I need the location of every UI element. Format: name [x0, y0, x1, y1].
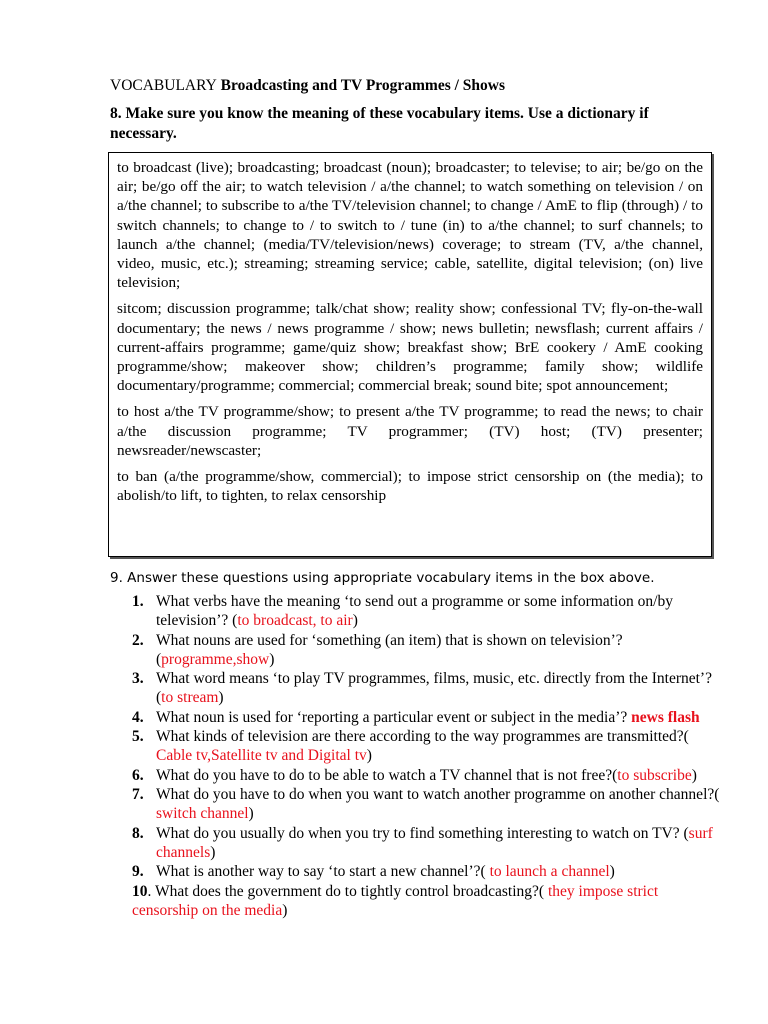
vocabulary-box — [108, 152, 712, 557]
answer-text: to launch a channel — [489, 863, 610, 880]
question-number: 4. — [132, 708, 144, 726]
question-text: What nouns are used for ‘something (an item) that is shown on television’? ( — [156, 631, 623, 668]
question-item — [132, 824, 722, 862]
answer-text: programme,show — [161, 650, 270, 668]
question-number: 1. — [132, 593, 144, 610]
title-rest: Broadcasting and TV Programmes / Shows — [216, 77, 506, 94]
question-item — [132, 669, 722, 707]
answer-text: surf channels — [156, 824, 713, 861]
question-close: ) — [609, 863, 615, 880]
answer-text: switch channel — [156, 805, 249, 822]
question-text: What verbs have the meaning ‘to send out a programme or some information on/by television’? ( — [156, 593, 673, 629]
question-text: What is another way to say ‘to start a new channel’?( — [156, 863, 490, 880]
question-text: . What does the government do to tightly control broadcasting?( — [147, 882, 548, 900]
vocabulary-paragraph-censorship: to ban (a/the programme/show, commercial); to impose strict censorship on (the media); to abolish/to lift, to tighten, to relax censorship — [117, 468, 703, 505]
question-number: 10 — [132, 882, 148, 900]
page-title — [110, 76, 505, 96]
question-close: ) — [218, 689, 224, 706]
question-text: What do you usually do when you try to find something interesting to watch on TV? ( — [156, 824, 689, 842]
question-text: What do you have to do to be able to watch a TV channel that is not free?( — [156, 766, 618, 784]
question-number: 5. — [132, 728, 144, 745]
title-prefix: VOCABULARY — [110, 77, 217, 94]
question-close: ) — [366, 747, 372, 764]
question-close: ) — [352, 612, 358, 629]
question-number: 3. — [132, 670, 144, 687]
answer-text: to subscribe — [617, 766, 692, 784]
section-9-instruction: 9. Answer these questions using appropriate vocabulary items in the box above. — [110, 570, 655, 586]
question-close: ) — [282, 901, 288, 919]
question-item — [132, 862, 722, 881]
question-number: 2. — [132, 631, 144, 649]
section-8-instruction: 8. Make sure you know the meaning of these vocabulary items. Use a dictionary if necessary. — [110, 105, 649, 142]
question-close: ) — [691, 766, 697, 784]
question-text: What word means ‘to play TV programmes, films, music, etc. directly from the Internet’? ( — [156, 670, 712, 706]
question-item — [132, 882, 722, 920]
vocabulary-paragraph-people: to host a/the TV programme/show; to present a/the TV programme; to read the news; to chair a/the discussion programme; TV programmer; (TV) host; (TV) presenter; newsreader/newscaster; — [117, 403, 703, 459]
question-close: ) — [269, 650, 275, 668]
question-close: ) — [210, 843, 216, 861]
question-item — [132, 631, 722, 669]
question-text: What do you have to do when you want to watch another programme on another channel?( — [156, 786, 720, 803]
question-item — [132, 727, 722, 765]
vocabulary-paragraph-programmes: sitcom; discussion programme; talk/chat show; reality show; confessional TV; fly-on-the-wall documentary; the news / news programme / show; news bulletin; newsflash; current affairs / current-affairs programme; game/quiz show; breakfast show; BrE cookery / AmE cooking programme/show; makeover show; children’s programme; family show; wildlife documentary/programme; commercial; commercial break; sound bite; spot announcement; — [117, 300, 703, 395]
answer-text: they impose strict censorship on the media — [132, 882, 659, 919]
answer-text: to broadcast, to air — [237, 612, 353, 629]
question-item — [132, 592, 722, 630]
question-number: 6. — [132, 766, 144, 784]
question-number: 9. — [132, 863, 144, 880]
question-text: What kinds of television are there according to the way programmes are transmitted?( — [156, 728, 689, 745]
question-close: ) — [248, 805, 254, 822]
question-text: What noun is used for ‘reporting a particular event or subject in the media’? — [156, 708, 632, 726]
question-list — [132, 592, 722, 920]
vocabulary-paragraph-broadcasting: to broadcast (live); broadcasting; broadcast (noun); broadcaster; to televise; to air; be/go on the air; be/go off the air; to watch television / a/the channel; to watch something on television / on a/the channel; to subscribe to a/the TV/television channel; to change / AmE to flip (through) / to switch channels; to change to / to switch to / tune (in) to a/the channel; to surf channels; to launch a/the channel; (media/TV/television/news) coverage; to stream (TV, a/the channel, video, music, etc.); streaming; streaming service; cable, satellite, digital television; (on) live television; — [117, 159, 703, 292]
question-item — [132, 785, 722, 823]
answer-text: Cable tv,Satellite tv and Digital tv — [156, 747, 367, 764]
question-item — [132, 766, 722, 785]
answer-text: news flash — [631, 708, 700, 726]
answer-text: to stream — [161, 689, 219, 706]
question-number: 8. — [132, 824, 144, 842]
question-item — [132, 708, 722, 727]
question-number: 7. — [132, 786, 144, 803]
